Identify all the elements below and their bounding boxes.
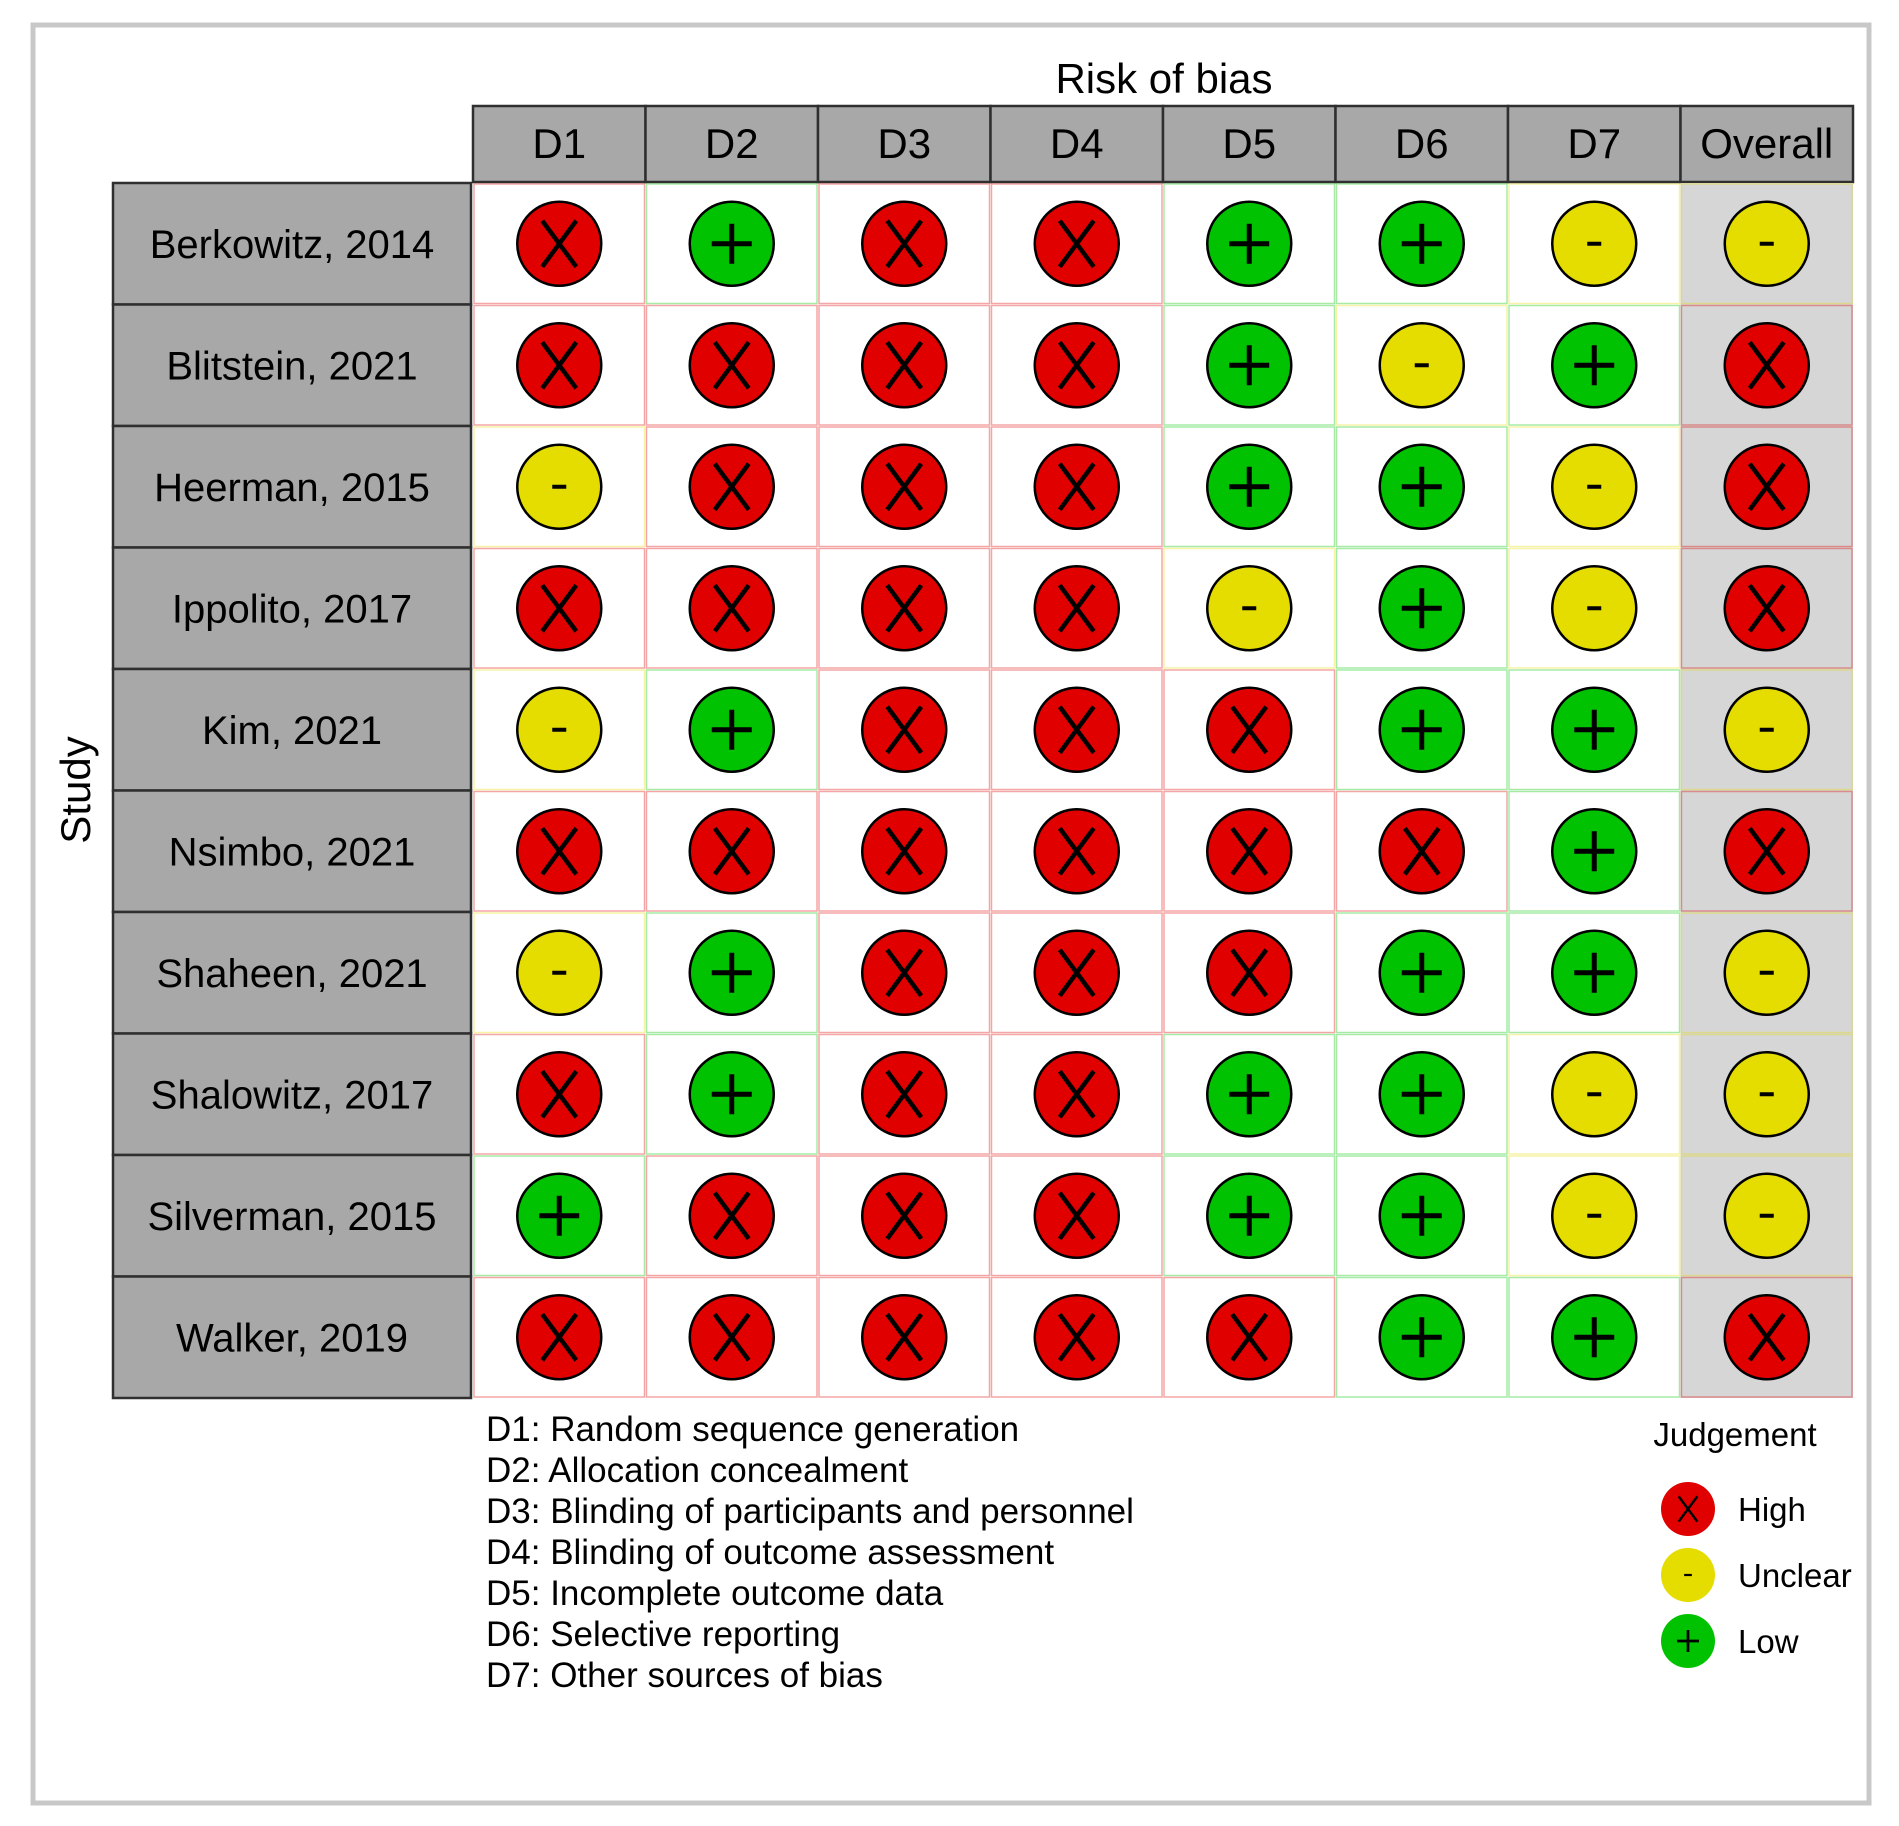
judgement-dot-low: [1552, 1295, 1636, 1379]
judgement-dot-high: [1035, 445, 1119, 529]
column-header-label: D5: [1222, 120, 1277, 167]
judgement-dot-low: [1552, 931, 1636, 1015]
study-label: Blitstein, 2021: [166, 344, 418, 389]
y-axis-label: Study: [52, 736, 99, 844]
study-row-label: [113, 426, 471, 548]
judgement-dot-high: [862, 1174, 946, 1258]
legend-item-unclear: [1661, 1548, 1852, 1602]
judgement-dot-low: [1207, 1052, 1291, 1136]
judgement-dot-high: [862, 566, 946, 650]
column-header-d6: [1336, 106, 1509, 182]
judgement-dot-high: [1380, 809, 1464, 893]
study-row-label: [113, 791, 471, 913]
domain-definition: D4: Blinding of outcome assessment: [486, 1533, 1055, 1572]
judgement-dot-high: [1035, 688, 1119, 772]
judgement-dot-low: [690, 688, 774, 772]
legend-label: Low: [1738, 1623, 1799, 1660]
judgement-dot-high: [1207, 688, 1291, 772]
column-header-d3: [818, 106, 991, 182]
judgement-dot-high: [862, 809, 946, 893]
judgement-dot-high: [517, 202, 601, 286]
column-header-d4: [991, 106, 1164, 182]
study-label: Shaheen, 2021: [156, 951, 428, 996]
column-header-label: D7: [1567, 120, 1622, 167]
judgement-dot-high: [862, 202, 946, 286]
domain-definition: D5: Incomplete outcome data: [486, 1574, 944, 1613]
judgement-dot-low: [1380, 1295, 1464, 1379]
judgement-dot-high: [1725, 445, 1809, 529]
judgement-dot-high: [517, 323, 601, 407]
judgement-dot-low: [1380, 1052, 1464, 1136]
study-row-label: [113, 305, 471, 427]
study-row-label: [113, 183, 471, 305]
study-label: Ippolito, 2017: [171, 587, 413, 632]
column-header-label: D1: [532, 120, 587, 167]
judgement-dot-high: [517, 809, 601, 893]
study-row-label: [113, 1277, 471, 1399]
judgement-dot-unclear: [1552, 202, 1636, 286]
study-row-label: [113, 1155, 471, 1277]
judgement-dot-high: [862, 1052, 946, 1136]
judgement-dot-high: [690, 1174, 774, 1258]
judgement-dot-unclear: [1552, 445, 1636, 529]
judgement-dot-unclear: [1725, 1174, 1809, 1258]
study-label: Silverman, 2015: [147, 1194, 437, 1239]
study-label: Heerman, 2015: [154, 465, 430, 510]
judgement-dot-low: [1380, 1174, 1464, 1258]
judgement-dot-unclear: [1380, 323, 1464, 407]
judgement-dot-high: [1725, 566, 1809, 650]
study-label: Walker, 2019: [176, 1316, 408, 1361]
chart-title: Risk of bias: [1055, 55, 1273, 102]
judgement-dot-unclear: [1207, 566, 1291, 650]
judgement-dot-high: [1725, 809, 1809, 893]
study-label: Kim, 2021: [201, 708, 383, 753]
judgement-dot-low: [690, 931, 774, 1015]
judgement-dot-high: [690, 809, 774, 893]
study-row-label: [113, 669, 471, 791]
domain-definition: D6: Selective reporting: [486, 1615, 841, 1654]
judgement-dot-high: [1035, 1295, 1119, 1379]
study-label: Nsimbo, 2021: [168, 830, 416, 875]
judgement-dot-low: [1207, 202, 1291, 286]
judgement-dot-low: [1552, 323, 1636, 407]
judgement-dot-unclear: [517, 931, 601, 1015]
study-row-label: [113, 1034, 471, 1156]
judgement-dot-unclear: [1552, 566, 1636, 650]
domain-definition: D7: Other sources of bias: [486, 1656, 883, 1695]
judgement-dot-high: [862, 1295, 946, 1379]
study-row-label: [113, 548, 471, 670]
judgement-dot-high: [690, 566, 774, 650]
judgement-dot-high: [862, 931, 946, 1015]
judgement-dot-high: [862, 688, 946, 772]
judgement-dot-high: [517, 1052, 601, 1136]
judgement-dot-high: [690, 445, 774, 529]
judgement-dot-low: [690, 1052, 774, 1136]
judgement-dot-low: [517, 1174, 601, 1258]
judgement-dot-low: [1380, 931, 1464, 1015]
judgement-dot-low: [1552, 809, 1636, 893]
judgement-dot-high: [1035, 323, 1119, 407]
domain-definition: D2: Allocation concealment: [486, 1451, 909, 1490]
judgement-dot-unclear: [517, 688, 601, 772]
judgement-dot-high: [1725, 323, 1809, 407]
judgement-dot-unclear: [1725, 1052, 1809, 1136]
column-header-label: D6: [1394, 120, 1449, 167]
judgement-dot-unclear: [1552, 1174, 1636, 1258]
legend-title: Judgement: [1653, 1416, 1817, 1453]
judgement-dot-high: [862, 445, 946, 529]
judgement-dot-unclear: [1725, 202, 1809, 286]
judgement-dot-high: [1035, 1174, 1119, 1258]
study-label: Berkowitz, 2014: [149, 222, 435, 267]
column-header-d1: [473, 106, 646, 182]
judgement-dot-high: [690, 323, 774, 407]
judgement-dot-high: [1035, 931, 1119, 1015]
column-header-d5: [1163, 106, 1336, 182]
judgement-dot-high: [1207, 1295, 1291, 1379]
judgement-dot-low: [1552, 688, 1636, 772]
judgement-dot-low: [690, 202, 774, 286]
judgement-dot-low: [1207, 1174, 1291, 1258]
column-header-label: D4: [1049, 120, 1104, 167]
judgement-dot-unclear: [1725, 688, 1809, 772]
judgement-dot-high: [862, 323, 946, 407]
study-labels: [113, 183, 471, 1398]
study-row-label: [113, 912, 471, 1034]
domain-definition: D3: Blinding of participants and personnel: [486, 1492, 1134, 1531]
judgement-dot-low: [1380, 202, 1464, 286]
column-headers: [473, 106, 1853, 182]
domain-definition: D1: Random sequence generation: [486, 1410, 1020, 1449]
judgement-dot-high: [1207, 809, 1291, 893]
judgement-dot-high: [1035, 566, 1119, 650]
judgement-dot-unclear: [517, 445, 601, 529]
judgement-dot-high: [1207, 931, 1291, 1015]
judgement-dot-unclear: [1552, 1052, 1636, 1136]
judgement-dot-high: [690, 1295, 774, 1379]
legend-label: High: [1738, 1491, 1806, 1528]
judgement-dot-low: [1207, 323, 1291, 407]
judgement-dot-high: [1035, 1052, 1119, 1136]
column-header-label: D3: [877, 120, 932, 167]
judgement-dot-high: [517, 1295, 601, 1379]
column-header-d7: [1508, 106, 1681, 182]
legend-label: Unclear: [1738, 1557, 1852, 1594]
judgement-dot-high: [1035, 809, 1119, 893]
judgement-dot-low: [1380, 566, 1464, 650]
judgement-dot-low: [1207, 445, 1291, 529]
judgement-dot-high: [517, 566, 601, 650]
judgement-dot-low: [1380, 688, 1464, 772]
column-header-d2: [646, 106, 819, 182]
judgement-dot-low: [1380, 445, 1464, 529]
study-label: Shalowitz, 2017: [150, 1073, 434, 1118]
judgement-dot-high: [1725, 1295, 1809, 1379]
column-header-label: Overall: [1700, 120, 1834, 167]
column-header-label: D2: [704, 120, 759, 167]
judgement-dot-unclear: [1725, 931, 1809, 1015]
column-header-overall: [1681, 106, 1854, 182]
judgement-dot-high: [1035, 202, 1119, 286]
